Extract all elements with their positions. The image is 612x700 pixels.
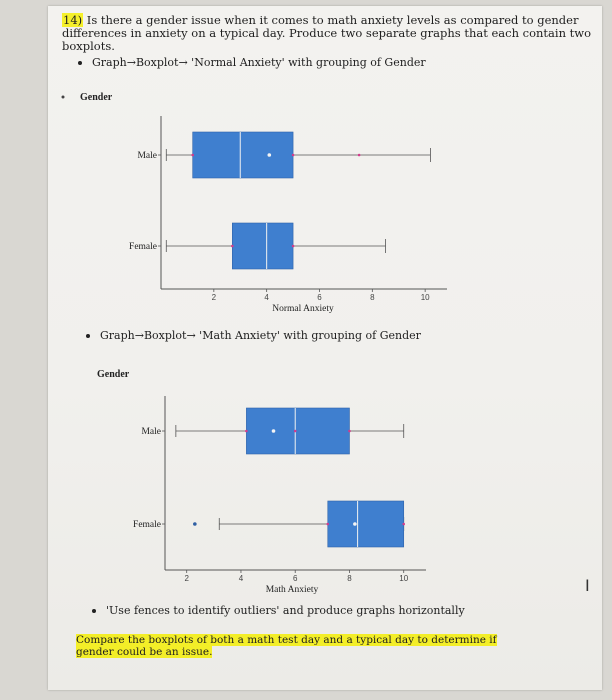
x-tick-label-10: 10 <box>420 293 430 302</box>
x-tick-label-10: 10 <box>399 574 409 583</box>
bullet-text: Graph→Boxplot→ 'Math Anxiety' with grouping of Gender <box>100 329 421 342</box>
x-tick-label-4: 4 <box>238 574 244 583</box>
footer-instruction <box>76 634 536 658</box>
bullet-normal-anxiety <box>78 56 426 69</box>
worksheet-page <box>48 6 602 690</box>
group-label-male: Male <box>137 151 157 161</box>
female-mean-marker <box>353 522 357 526</box>
female-iqr-box <box>328 501 404 547</box>
x-tick-label-4: 4 <box>264 293 269 302</box>
x-axis-title: Normal Anxiety <box>272 304 334 314</box>
bullet-small-dot-icon <box>62 96 65 99</box>
male-q1-marker <box>245 430 248 433</box>
male-extra-marker <box>358 154 361 157</box>
chart1-group-label: Gender <box>80 92 113 103</box>
male-iqr-box <box>246 408 349 454</box>
x-tick-label-6: 6 <box>317 293 322 302</box>
x-axis-title: Math Anxiety <box>265 585 319 595</box>
bullet-text: 'Use fences to identify outliers' and produce graphs horizontally <box>106 604 465 617</box>
male-q1-marker <box>191 154 194 157</box>
female-q1-marker <box>326 523 329 526</box>
footer-highlighted-text: Compare the boxplots of both a math test day and a typical day to determine if gender could be an issue. <box>76 634 497 658</box>
question-number: 14) <box>63 13 83 27</box>
normal-anxiety-boxplot <box>58 78 448 323</box>
male-mean-marker <box>272 429 276 433</box>
question-text <box>62 14 592 53</box>
x-tick-label-8: 8 <box>347 574 352 583</box>
chart2-group-label: Gender <box>97 369 130 380</box>
x-tick-label-8: 8 <box>370 293 375 302</box>
male-q3-marker <box>292 154 295 157</box>
male-mean-marker <box>268 153 272 157</box>
bullet-dot-icon <box>92 609 96 613</box>
text-cursor-icon: I <box>585 576 590 595</box>
x-tick-label-6: 6 <box>292 574 298 583</box>
female-q1-marker <box>231 245 234 248</box>
male-extra-marker <box>294 430 297 433</box>
bullet-dot-icon <box>86 334 90 338</box>
bullet-dot-icon <box>78 61 82 65</box>
x-tick-label-2: 2 <box>211 293 217 302</box>
group-label-female: Female <box>129 242 157 252</box>
bullet-math-anxiety <box>86 329 421 342</box>
female-q3-marker <box>402 523 405 526</box>
male-q3-marker <box>348 430 351 433</box>
bullet-text: Graph→Boxplot→ 'Normal Anxiety' with grouping of Gender <box>92 56 426 69</box>
group-label-female: Female <box>133 520 161 530</box>
x-tick-label-2: 2 <box>184 574 189 583</box>
bullet-fences <box>92 604 465 617</box>
female-outlier-point <box>193 522 197 526</box>
male-iqr-box <box>193 132 293 178</box>
female-q3-marker <box>292 245 295 248</box>
group-label-male: Male <box>141 427 161 437</box>
female-iqr-box <box>232 223 293 269</box>
math-anxiety-boxplot <box>66 354 426 596</box>
question-body: Is there a gender issue when it comes to math anxiety levels as compared to gender differences in anxiety on a typical day. Produce two separate graphs that each contain two boxplots. <box>62 13 592 53</box>
